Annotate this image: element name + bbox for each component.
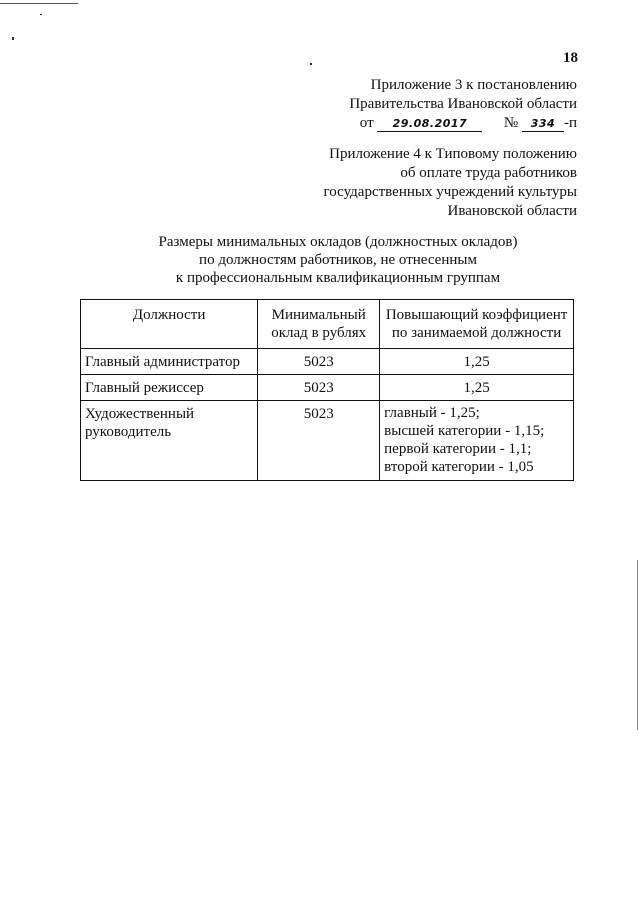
- coef-line: высшей категории - 1,15;: [384, 423, 545, 439]
- cell-salary: 5023: [258, 401, 380, 481]
- appendix-4-line3: государственных учреждений культуры: [323, 184, 577, 200]
- appendix-3-header: [349, 76, 577, 133]
- appendix-3-line1: Приложение 3 к постановлению: [370, 77, 577, 93]
- header-coefficient: Повышающий коэффициент по занимаемой должности: [380, 300, 574, 349]
- appendix-4-line4: Ивановской области: [447, 203, 577, 219]
- handwritten-number: 334: [522, 117, 564, 132]
- appendix-4-line2: об оплате труда работников: [400, 165, 577, 181]
- scan-edge-line: [637, 560, 638, 730]
- document-title: [0, 233, 640, 287]
- cell-coefficient: [380, 401, 574, 481]
- number-suffix: -п: [563, 115, 577, 131]
- appendix-3-date-line: [349, 114, 577, 133]
- cell-salary: 5023: [258, 375, 380, 401]
- number-prefix: №: [503, 115, 519, 131]
- table-row: [81, 401, 574, 481]
- cell-coefficient: 1,25: [380, 349, 574, 375]
- date-prefix: от: [359, 115, 374, 131]
- salary-table: [80, 299, 574, 481]
- handwritten-date: 29.08.2017: [377, 117, 482, 132]
- cell-position: Главный администратор: [81, 349, 258, 375]
- cell-salary: 5023: [258, 349, 380, 375]
- scan-artifact-line: [0, 3, 78, 4]
- appendix-4-line1: Приложение 4 к Типовому положению: [329, 146, 577, 162]
- coef-line: второй категории - 1,05: [384, 459, 534, 475]
- table-row: [81, 375, 574, 401]
- title-line3: к профессиональным квалификационным группам: [175, 270, 501, 286]
- header-salary: Минимальный оклад в рублях: [258, 300, 380, 349]
- appendix-4-header: [324, 145, 578, 221]
- cell-coefficient: 1,25: [380, 375, 574, 401]
- scan-speck: [40, 14, 42, 15]
- table-header-row: [81, 300, 574, 349]
- scan-speck: [12, 37, 14, 40]
- coef-line: первой категории - 1,1;: [384, 441, 532, 457]
- scan-speck: [310, 63, 312, 65]
- page-number: 18: [563, 50, 578, 66]
- table-row: [81, 349, 574, 375]
- coef-line: главный - 1,25;: [384, 405, 480, 421]
- header-position: Должности: [81, 300, 258, 349]
- cell-position: Художественный руководитель: [81, 401, 258, 481]
- cell-position: Главный режиссер: [81, 375, 258, 401]
- appendix-3-line2: Правительства Ивановской области: [349, 96, 577, 112]
- title-line2: по должностям работников, не отнесенным: [199, 252, 477, 268]
- title-line1: Размеры минимальных окладов (должностных окладов): [158, 234, 518, 250]
